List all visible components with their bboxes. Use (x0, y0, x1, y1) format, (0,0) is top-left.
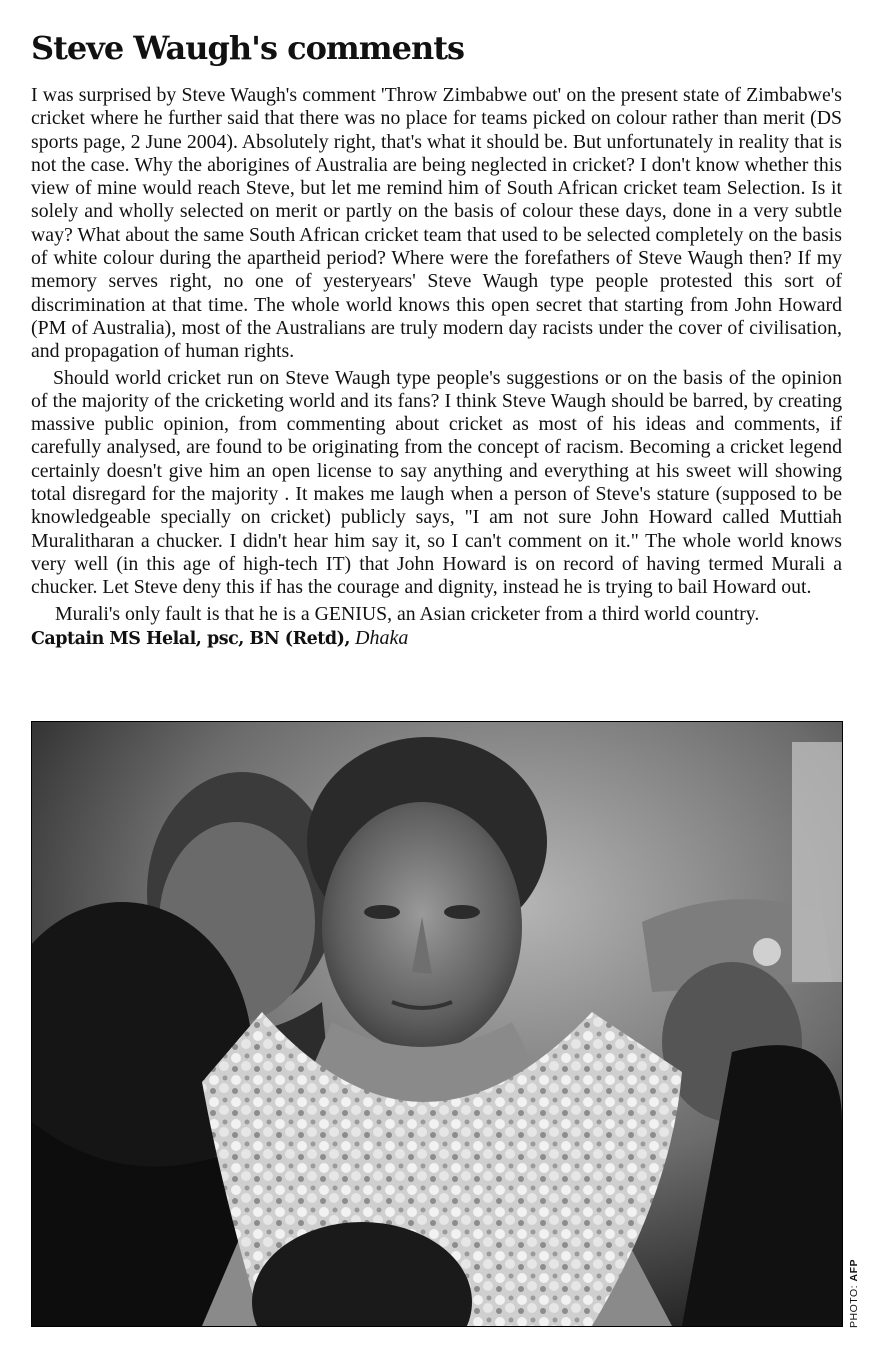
article-paragraph-3: Murali's only fault is that he is a GENIUS, an Asian cricketer from a third world country. (55, 602, 760, 625)
letter-article (31, 28, 842, 651)
author-location: Dhaka (355, 626, 409, 649)
article-title: Steve Waugh's comments (31, 29, 465, 67)
photo-credit-agency: AFP (848, 1259, 860, 1282)
news-photo (31, 721, 843, 1327)
article-paragraph-1: I was surprised by Steve Waugh's comment 'Throw Zimbabwe out' on the present state of Zimbabwe's cricket where he further said that there was no place for teams picked on colour rather than merit (DS sports page, 2 June 2004). Absolutely right, that's what it should be. But unfortunately in reality that is not the case. Why the aborigines of Australia are being neglected in cricket? I don't know whether this view of mine would reach Steve, but let me remind him of South African cricket team Selection. Is it solely and wholly selected on merit or partly on the basis of colour these days, done in a very subtle way? What about the same South African cricket team that used to be selected completely on the basis of white colour during the apartheid period? Where were the forefathers of Steve Waugh then? If my memory serves right, no one of yesteryears' Steve Waugh type people protested this sort of discrimination at that time. The whole world knows this open secret that starting from John Howard (PM of Australia), most of the Australians are truly modern day racists under the cover of civilisation, and propagation of human rights. (31, 84, 842, 363)
photo-credit-label: PHOTO: (848, 1284, 860, 1328)
article-paragraph-2: Should world cricket run on Steve Waugh type people's suggestions or on the basis of the opinion of the majority of the cricketing world and its fans? I think Steve Waugh should be barred, by creating massive public opinion, from commenting about cricket as most of his ideas and comments, if carefully analysed, are found to be originating from the concept of racism. Becoming a cricket legend certainly doesn't give him an open license to say anything and everything at his sweet will showing total disregard for the majority . It makes me laugh when a person of Steve's stature (supposed to be knowledgeable specially on cricket) publicly says, "I am not sure John Howard called Muttiah Muralitharan a chucker. I didn't hear him say it, so I can't comment on it." The whole world knows very well (in this age of high-tech IT) that John Howard is on record of having termed Murali a chucker. Let Steve deny this if has the courage and dignity, instead he is trying to bail Howard out. (31, 366, 842, 599)
photo-illustration (32, 722, 842, 1326)
author-signature (31, 626, 842, 651)
photo-credit (848, 1259, 860, 1328)
author-name: Captain MS Helal, psc, BN (Retd), (31, 628, 350, 649)
